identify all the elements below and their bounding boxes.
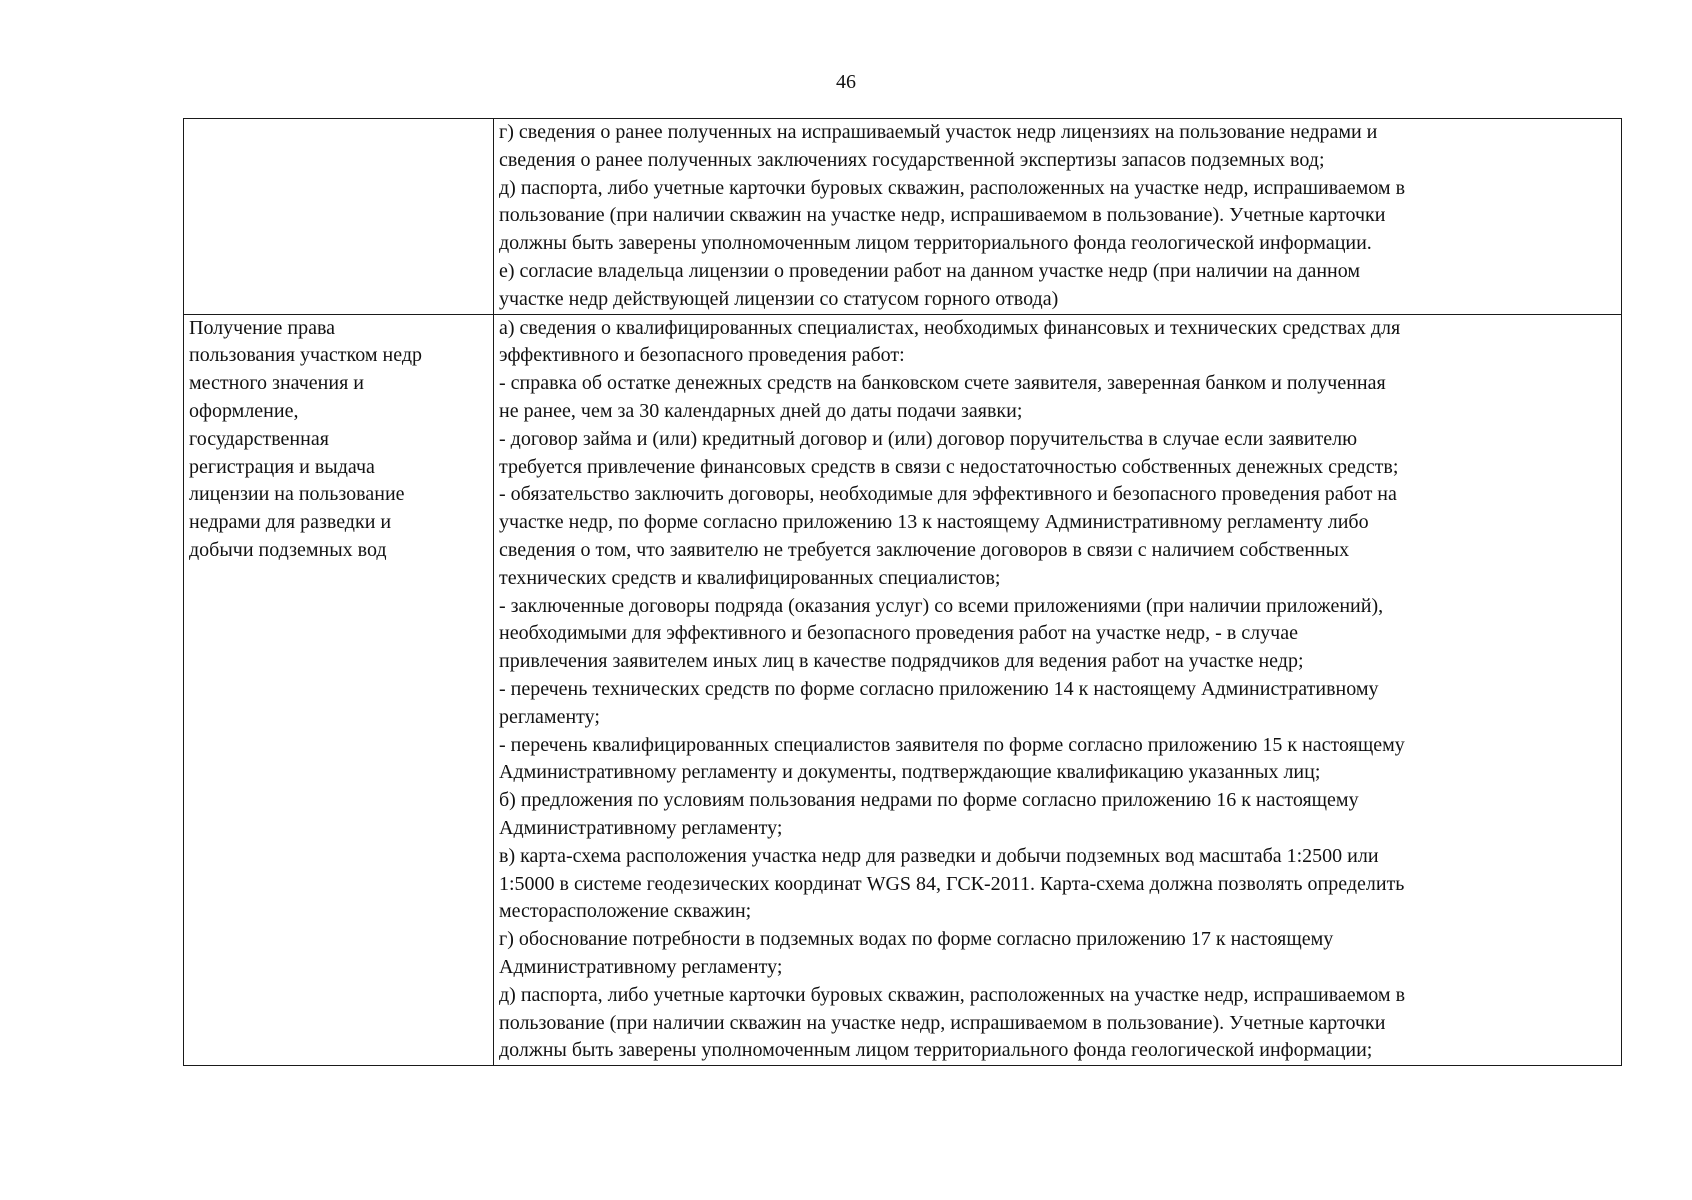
text-line: необходимыми для эффективного и безопасного проведения работ на участке недр, - в случае: [499, 622, 1298, 645]
documents-cell: [494, 119, 1622, 315]
text-line: сведения о ранее полученных заключениях государственной экспертизы запасов подземных вод;: [499, 148, 1325, 171]
text-line: г) обоснование потребности в подземных водах по форме согласно приложению 17 к настоящему: [499, 928, 1334, 951]
text-line: регламенту;: [499, 705, 600, 728]
text-line: 1:5000 в системе геодезических координат WGS 84, ГСК-2011. Карта-схема должна позволять определить: [499, 872, 1405, 895]
page-number: 46: [836, 71, 856, 93]
text-line: д) паспорта, либо учетные карточки буровых скважин, расположенных на участке недр, испрашиваемом в: [499, 983, 1406, 1006]
text-line: лицензии на пользование: [189, 483, 405, 506]
service-name-cell: [184, 314, 494, 1066]
text-line: государственная: [189, 427, 329, 450]
text-line: сведения о том, что заявителю не требуется заключение договоров в связи с наличием собственных: [499, 538, 1350, 561]
text-line: пользование (при наличии скважин на участке недр, испрашиваемом в пользование). Учетные карточки: [499, 204, 1386, 227]
text-line: месторасположение скважин;: [499, 900, 752, 923]
text-line: Административному регламенту;: [499, 955, 783, 978]
text-line: - заключенные договоры подряда (оказания услуг) со всеми приложениями (при наличии приложений),: [499, 594, 1384, 617]
text-line: Получение права: [189, 316, 336, 339]
text-line: должны быть заверены уполномоченным лицом территориального фонда геологической информации;: [499, 1039, 1373, 1062]
text-line: в) карта-схема расположения участка недр для разведки и добычи подземных вод масштаба 1:2500 или: [499, 844, 1379, 867]
text-line: технических средств и квалифицированных специалистов;: [499, 566, 1001, 589]
table-row: [184, 314, 1622, 1066]
text-line: участке недр, по форме согласно приложению 13 к настоящему Административному регламенту либо: [499, 511, 1369, 534]
text-line: - справка об остатке денежных средств на банковском счете заявителя, заверенная банком и полученная: [499, 372, 1386, 395]
text-line: не ранее, чем за 30 календарных дней до даты подачи заявки;: [499, 399, 1023, 422]
text-line: требуется привлечение финансовых средств в связи с недостаточностью собственных денежных средств;: [499, 455, 1399, 478]
text-line: Административному регламенту и документы, подтверждающие квалификацию указанных лиц;: [499, 761, 1321, 784]
text-line: - обязательство заключить договоры, необходимые для эффективного и безопасного проведения работ на: [499, 483, 1397, 506]
text-line: должны быть заверены уполномоченным лицом территориального фонда геологической информации.: [499, 232, 1372, 255]
text-line: - перечень квалифицированных специалистов заявителя по форме согласно приложению 15 к настоящему: [499, 733, 1405, 756]
text-line: оформление,: [189, 399, 299, 422]
text-line: г) сведения о ранее полученных на испрашиваемый участок недр лицензиях на пользование недрами и: [499, 121, 1378, 143]
text-line: е) согласие владельца лицензии о проведении работ на данном участке недр (при наличии на данном: [499, 259, 1361, 282]
text-line: пользования участком недр: [189, 344, 423, 367]
text-line: недрами для разведки и: [189, 511, 392, 534]
requirements-table: [183, 118, 1622, 1066]
documents-cell: [494, 314, 1622, 1066]
table-row: [184, 119, 1622, 315]
text-line: привлечения заявителем иных лиц в качестве подрядчиков для ведения работ на участке недр;: [499, 650, 1304, 673]
text-line: Административному регламенту;: [499, 816, 783, 839]
text-line: эффективного и безопасного проведения работ:: [499, 344, 905, 367]
text-line: местного значения и: [189, 372, 364, 395]
text-line: добычи подземных вод: [189, 538, 387, 561]
text-line: б) предложения по условиям пользования недрами по форме согласно приложению 16 к настоящему: [499, 789, 1359, 812]
text-line: пользование (при наличии скважин на участке недр, испрашиваемом в пользование). Учетные карточки: [499, 1011, 1386, 1034]
text-line: - договор займа и (или) кредитный договор и (или) договор поручительства в случае если заявителю: [499, 427, 1358, 450]
text-line: д) паспорта, либо учетные карточки буровых скважин, расположенных на участке недр, испрашиваемом в: [499, 176, 1406, 199]
text-line: а) сведения о квалифицированных специалистах, необходимых финансовых и технических средствах для: [499, 316, 1401, 339]
text-line: участке недр действующей лицензии со статусом горного отвода): [499, 287, 1059, 310]
text-line: - перечень технических средств по форме согласно приложению 14 к настоящему Административному: [499, 677, 1379, 700]
service-name-cell: [184, 119, 494, 315]
text-line: регистрация и выдача: [189, 455, 375, 478]
